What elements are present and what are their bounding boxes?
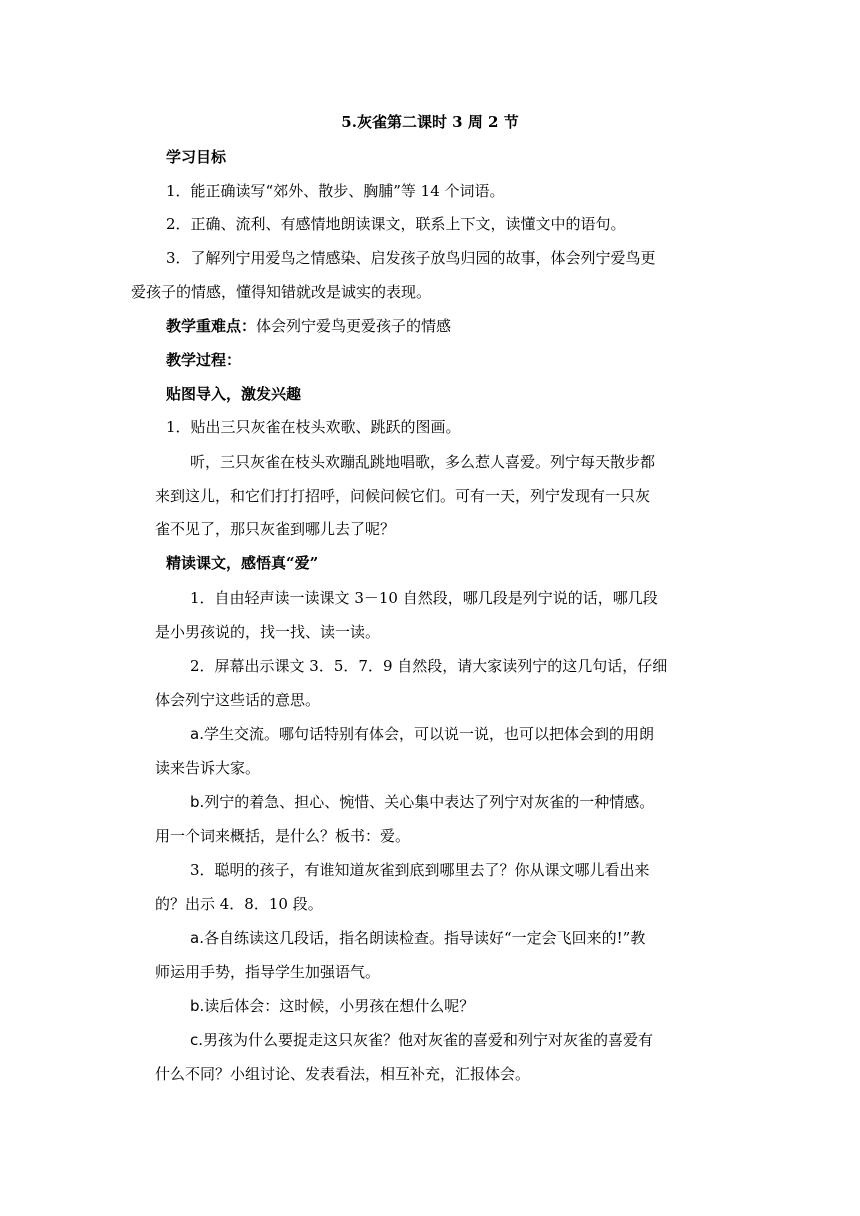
section-2-item-3a-line-2: 师运用手势，指导学生加强语气。 [155,963,381,981]
section-2-item-2a-line-2: 读来告诉大家。 [155,759,261,777]
section-1-paragraph-line-3: 雀不见了，那只灰雀到哪儿去了呢？ [155,520,396,538]
section-2-item-1-line-1: 1．自由轻声读一读课文 3－10 自然段，哪几段是列宁说的话，哪几段 [190,589,658,607]
section-1-paragraph-line-2: 来到这儿，和它们打打招呼，问候问候它们。可有一天，列宁发现有一只灰 [155,487,651,505]
process-heading: 教学过程： [166,351,242,369]
key-points-label: 教学重难点： [166,317,257,335]
section-1-heading: 贴图导入，激发兴趣 [166,385,302,403]
section-1-item-1: 1．贴出三只灰雀在枝头欢歌、跳跃的图画。 [166,418,461,436]
section-1-paragraph-line-1: 听，三只灰雀在枝头欢蹦乱跳地唱歌，多么惹人喜爱。列宁每天散步都 [190,453,656,471]
section-2-item-3-line-2: 的？出示 4．8．10 段。 [155,895,323,913]
section-2-item-1-line-2: 是小男孩说的，找一找、读一读。 [155,623,381,641]
objectives-heading: 学习目标 [166,148,227,166]
section-2-item-2b-line-2: 用一个词来概括，是什么？板书：爱。 [155,827,411,845]
section-2-item-3-line-1: 3．聪明的孩子，有谁知道灰雀到底到哪里去了？你从课文哪儿看出来 [190,861,650,879]
marker-c: c. [190,1031,204,1049]
marker-a: a. [190,725,204,743]
section-2-item-2a-line-1: a.学生交流。哪句话特别有体会，可以说一说，也可以把体会到的用朗 [190,725,654,743]
marker-b: b. [190,997,205,1015]
marker-b: b. [190,793,205,811]
objective-1: 1．能正确读写“郊外、散步、胸脯”等 14 个词语。 [166,182,505,200]
section-2-item-3a-line-1: a.各自练读这几段话，指名朗读检查。指导读好“一定会飞回来的!”教 [190,929,646,947]
objective-3: 3．了解列宁用爱鸟之情感染、启发孩子放鸟归园的故事，体会列宁爱鸟更 [166,249,656,267]
section-2-heading: 精读课文，感悟真“爱” [166,554,319,572]
page-title: 5.灰雀第二课时 3 周 2 节 [341,113,519,131]
key-points [166,316,451,336]
section-2-item-2b-line-1: b.列宁的着急、担心、惋惜、关心集中表达了列宁对灰雀的一种情感。 [190,793,655,811]
section-2-item-3c-line-1: c.男孩为什么要捉走这只灰雀？他对灰雀的喜爱和列宁对灰雀的喜爱有 [190,1031,654,1049]
section-2-item-2-line-2: 体会列宁这些话的意思。 [155,691,321,709]
objective-2: 2．正确、流利、有感情地朗读课文，联系上下文，读懂文中的语句。 [166,215,626,233]
marker-a: a. [190,929,204,947]
section-2-item-3c-line-2: 什么不同？小组讨论、发表看法，相互补充，汇报体会。 [155,1065,531,1083]
key-points-text: 体会列宁爱鸟更爱孩子的情感 [256,317,452,335]
section-2-item-2-line-1: 2．屏幕出示课文 3．5．7．9 自然段，请大家读列宁的这几句话，仔细 [190,657,668,675]
section-2-item-3b: b.读后体会：这时候，小男孩在想什么呢？ [190,997,475,1015]
objective-3-continued: 爱孩子的情感，懂得知错就改是诚实的表现。 [131,283,432,301]
